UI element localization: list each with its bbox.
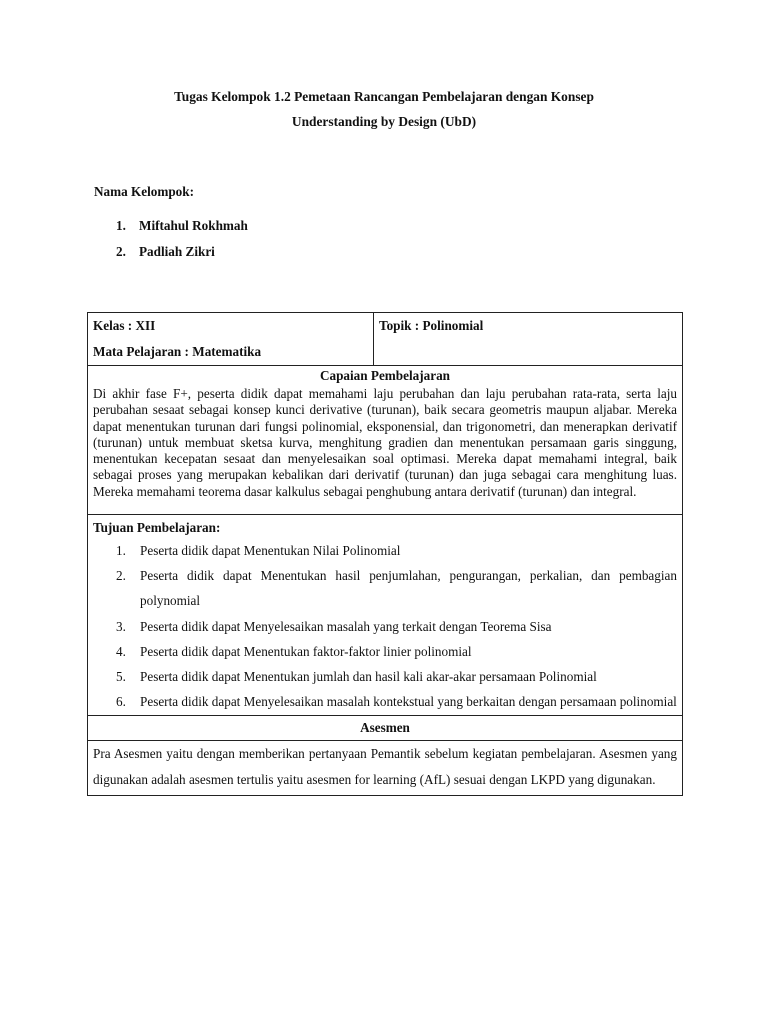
asesmen-row bbox=[88, 740, 683, 795]
list-number: 2. bbox=[116, 568, 126, 584]
tujuan-row bbox=[88, 515, 683, 715]
group-label: Nama Kelompok: bbox=[94, 184, 195, 199]
asesmen-text: Pra Asesmen yaitu dengan memberikan pertanyaan Pemantik sebelum kegiatan pembelajaran. Asesmen yang digunakan adalah asesmen tertulis yaitu asesmen for learning (AfL) sesuai dengan LKPD yang digunakan. bbox=[88, 740, 683, 795]
list-text: Peserta didik dapat Menentukan hasil penjumlahan, pengurangan, perkalian, dan pembagian polynomial bbox=[140, 568, 677, 609]
asesmen-title: Asesmen bbox=[360, 719, 410, 735]
list-text: Peserta didik dapat Menentukan faktor-faktor linier polinomial bbox=[140, 643, 472, 659]
document-title-line2: Understanding by Design (UbD) bbox=[291, 114, 477, 129]
class-subject-cell bbox=[88, 313, 374, 366]
topic-cell bbox=[374, 313, 683, 366]
list-item bbox=[116, 639, 677, 664]
table-header-row bbox=[88, 313, 683, 366]
mapel-label: Mata Pelajaran : Matematika bbox=[93, 344, 262, 359]
list-text: Peserta didik dapat Menyelesaikan masalah kontekstual yang berkaitan dengan persamaan polinomial bbox=[140, 694, 677, 710]
member-number: 2. bbox=[116, 244, 126, 259]
list-number: 5. bbox=[116, 669, 126, 685]
capaian-row bbox=[88, 366, 683, 515]
list-item bbox=[116, 563, 677, 613]
list-number: 6. bbox=[116, 694, 126, 710]
list-text: Peserta didik dapat Menyelesaikan masalah yang terkait dengan Teorema Sisa bbox=[140, 618, 552, 634]
capaian-cell bbox=[88, 366, 683, 515]
tujuan-list bbox=[93, 538, 677, 714]
member-name: Miftahul Rokhmah bbox=[139, 218, 248, 233]
capaian-title: Capaian Pembelajaran bbox=[319, 368, 451, 383]
topik-label: Topik : Polinomial bbox=[379, 318, 484, 333]
member-item bbox=[116, 218, 248, 234]
asesmen-title-cell bbox=[88, 715, 683, 740]
document-title-line1: Tugas Kelompok 1.2 Pemetaan Rancangan Pembelajaran dengan Konsep bbox=[174, 89, 594, 104]
list-text: Peserta didik dapat Menentukan jumlah dan hasil kali akar-akar persamaan Polinomial bbox=[140, 669, 597, 685]
list-number: 3. bbox=[116, 618, 126, 634]
tujuan-cell bbox=[88, 515, 683, 715]
list-item bbox=[116, 689, 677, 714]
member-number: 1. bbox=[116, 218, 126, 233]
member-name: Padliah Zikri bbox=[139, 244, 215, 259]
list-item bbox=[116, 664, 677, 689]
kelas-label: Kelas : XII bbox=[93, 318, 156, 333]
list-item bbox=[116, 538, 677, 563]
list-text: Peserta didik dapat Menentukan Nilai Polinomial bbox=[140, 543, 401, 559]
plan-table bbox=[87, 312, 683, 796]
list-number: 1. bbox=[116, 543, 126, 559]
list-item bbox=[116, 614, 677, 639]
capaian-text: Di akhir fase F+, peserta didik dapat memahami laju perubahan dan laju perubahan rata-rata, serta laju perubahan sesaat sebagai konsep kunci derivative (turunan), baik secara geometris maupun aljabar. Mereka dapat menentukan turunan dari fungsi polinomial, eksponensial, dan trigonometri, dan menerapkan derivatif (turunan) untuk membuat sketsa kurva, menghitung gradien dan menentukan persamaan garis singgung, menentukan kecepatan sesaat dan menyelesaikan soal optimasi. Mereka dapat memahami integral, baik sebagai proses yang merupakan kebalikan dari derivatif (turunan) dan juga sebagai cara menghitung luas. Mereka memahami teorema dasar kalkulus sebagai penghubung antara derivatif (turunan) dan integral. bbox=[93, 386, 677, 499]
tujuan-title: Tujuan Pembelajaran: bbox=[93, 520, 221, 536]
list-number: 4. bbox=[116, 643, 126, 659]
member-item bbox=[116, 244, 215, 260]
asesmen-title-row bbox=[88, 715, 683, 740]
